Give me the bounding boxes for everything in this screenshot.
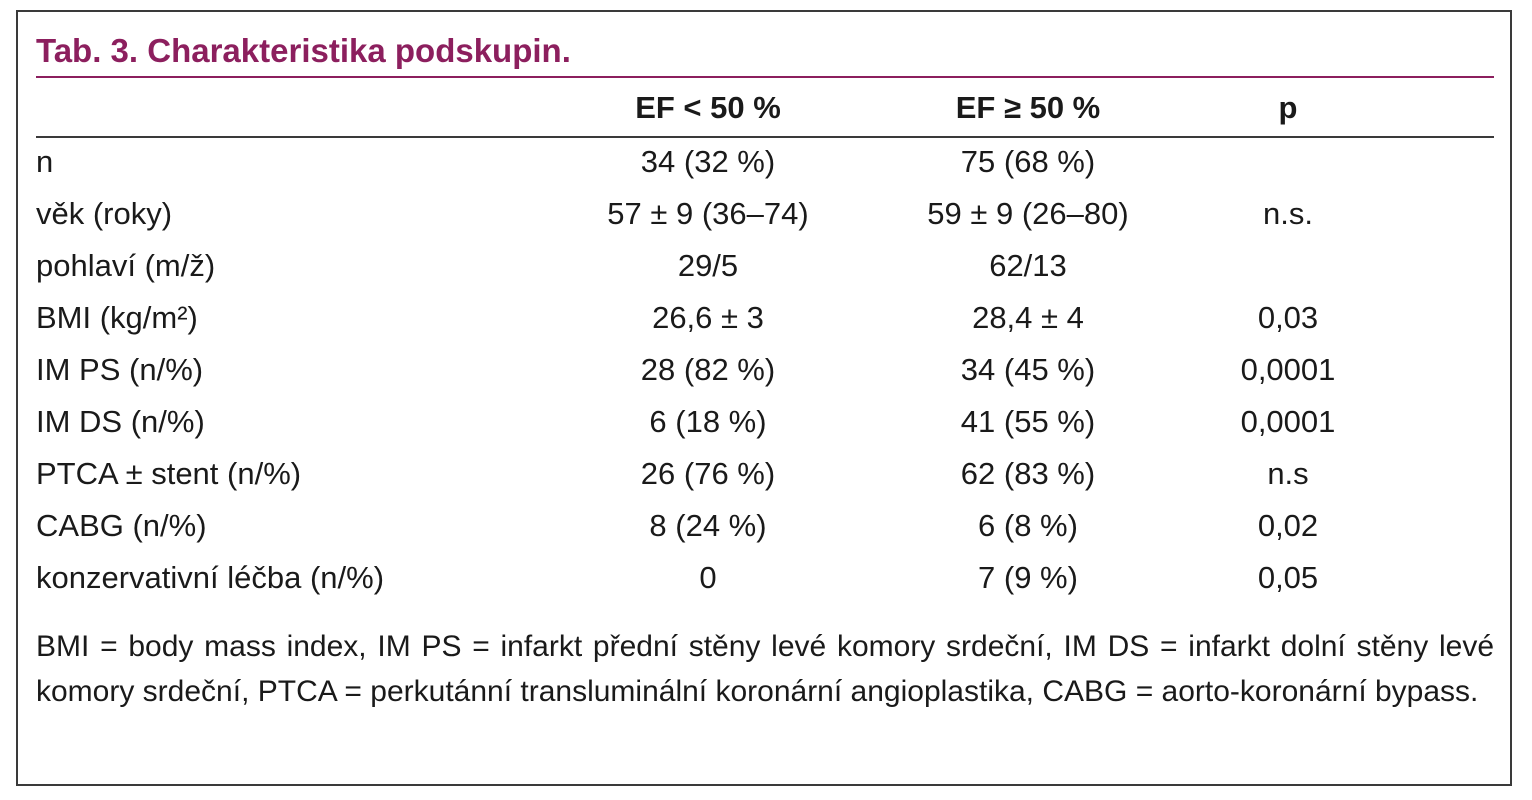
table-title: Tab. 3. Charakteristika podskupin.: [36, 32, 571, 69]
row-p: 0,03: [1257, 300, 1319, 335]
row-ef-low: 28 (82 %): [640, 352, 776, 387]
header-p: p: [1278, 90, 1298, 125]
row-ef-high: 28,4 ± 4: [972, 300, 1084, 335]
table-frame: [16, 10, 1512, 786]
row-ef-high: 41 (55 %): [960, 404, 1096, 439]
row-label: pohlaví (m/ž): [36, 248, 216, 283]
row-ef-high: 6 (8 %): [978, 508, 1078, 543]
row-label: věk (roky): [36, 196, 173, 231]
row-ef-high: 62/13: [989, 248, 1067, 283]
row-label: IM PS (n/%): [36, 352, 204, 387]
row-ef-high: 59 ± 9 (26–80): [927, 196, 1129, 231]
row-ef-low: 57 ± 9 (36–74): [607, 196, 809, 231]
row-ef-low: 34 (32 %): [640, 144, 776, 179]
row-p: 0,05: [1257, 560, 1319, 595]
row-ef-high: 62 (83 %): [960, 456, 1096, 491]
row-label: IM DS (n/%): [36, 404, 205, 439]
header-divider: [36, 136, 1494, 138]
row-p: 0,0001: [1240, 404, 1336, 439]
title-divider: [36, 76, 1494, 78]
row-ef-high: 34 (45 %): [960, 352, 1096, 387]
row-ef-low: 8 (24 %): [649, 508, 767, 543]
row-ef-low: 26,6 ± 3: [652, 300, 764, 335]
row-ef-low: 26 (76 %): [640, 456, 776, 491]
row-ef-high: 7 (9 %): [978, 560, 1078, 595]
header-ef-low: EF < 50 %: [635, 90, 781, 125]
row-p: n.s.: [1263, 196, 1313, 231]
row-ef-low: 29/5: [677, 248, 739, 283]
row-p: 0,02: [1257, 508, 1319, 543]
row-ef-low: 0: [699, 560, 717, 595]
table-footnote: BMI = body mass index, IM PS = infarkt přední stěny levé komory srdeční, IM DS = infarkt dolní stěny levé komory srdeční, PTCA = perkutánní transluminální koronární angioplastika, CABG = aorto-koronární bypass.: [36, 630, 1494, 708]
row-p: n.s: [1267, 456, 1309, 491]
row-ef-low: 6 (18 %): [649, 404, 767, 439]
row-label: BMI (kg/m²): [36, 300, 198, 335]
row-label: CABG (n/%): [36, 508, 207, 543]
row-label: PTCA ± stent (n/%): [36, 456, 302, 491]
row-label: n: [36, 144, 54, 179]
row-ef-high: 75 (68 %): [960, 144, 1096, 179]
row-label: konzervativní léčba (n/%): [36, 560, 385, 595]
row-p: 0,0001: [1240, 352, 1336, 387]
header-ef-high: EF ≥ 50 %: [955, 90, 1101, 125]
